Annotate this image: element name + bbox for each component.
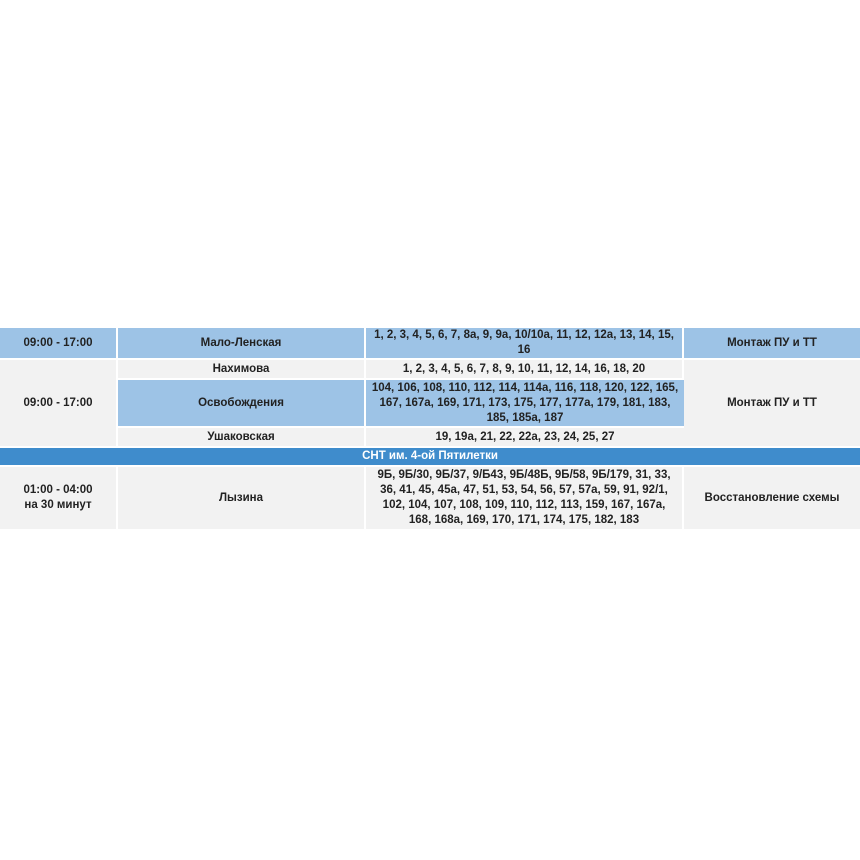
work-type-cell: Монтаж ПУ и ТТ [684,328,860,360]
houses-cell: 19, 19а, 21, 22, 22а, 23, 24, 25, 27 [366,428,684,448]
houses-cell: 1, 2, 3, 4, 5, 6, 7, 8а, 9, 9а, 10/10а, 11, 12, 12а, 13, 14, 15, 16 [366,328,684,360]
houses-cell: 104, 106, 108, 110, 112, 114, 114а, 116, 118, 120, 122, 165, 167, 167а, 169, 171, 173, 175, 177, 177а, 179, 181, 183, 185, 185а, 187 [366,380,684,428]
duration-note: на 30 минут [24,499,92,511]
section-header-row [0,448,860,467]
street-cell: Освобождения [118,380,366,428]
time-cell [0,467,118,531]
time-range: 01:00 - 04:00 [23,484,93,496]
street-cell: Мало-Ленская [118,328,366,360]
street-cell: Нахимова [118,360,366,380]
table-row [0,467,860,531]
houses-cell: 9Б, 9Б/30, 9Б/37, 9/Б43, 9Б/48Б, 9Б/58, 9Б/179, 31, 33, 36, 41, 45, 45а, 47, 51, 53, 54, 56, 57, 57а, 59, 91, 92/1, 102, 104, 107, 108, 109, 110, 112, 113, 159, 167, 167а, 168, 168а, 169, 170, 171, 174, 175, 182, 183 [366,467,684,531]
outage-schedule-table [0,328,860,531]
houses-cell: 1, 2, 3, 4, 5, 6, 7, 8, 9, 10, 11, 12, 14, 16, 18, 20 [366,360,684,380]
time-cell: 09:00 - 17:00 [0,328,118,360]
table-row [0,328,860,360]
work-type-cell: Восстановление схемы [684,467,860,531]
work-type-cell: Монтаж ПУ и ТТ [684,360,860,448]
section-title: СНТ им. 4-ой Пятилетки [0,448,860,467]
time-cell: 09:00 - 17:00 [0,360,118,448]
street-cell: Лызина [118,467,366,531]
street-cell: Ушаковская [118,428,366,448]
table-row [0,360,860,380]
